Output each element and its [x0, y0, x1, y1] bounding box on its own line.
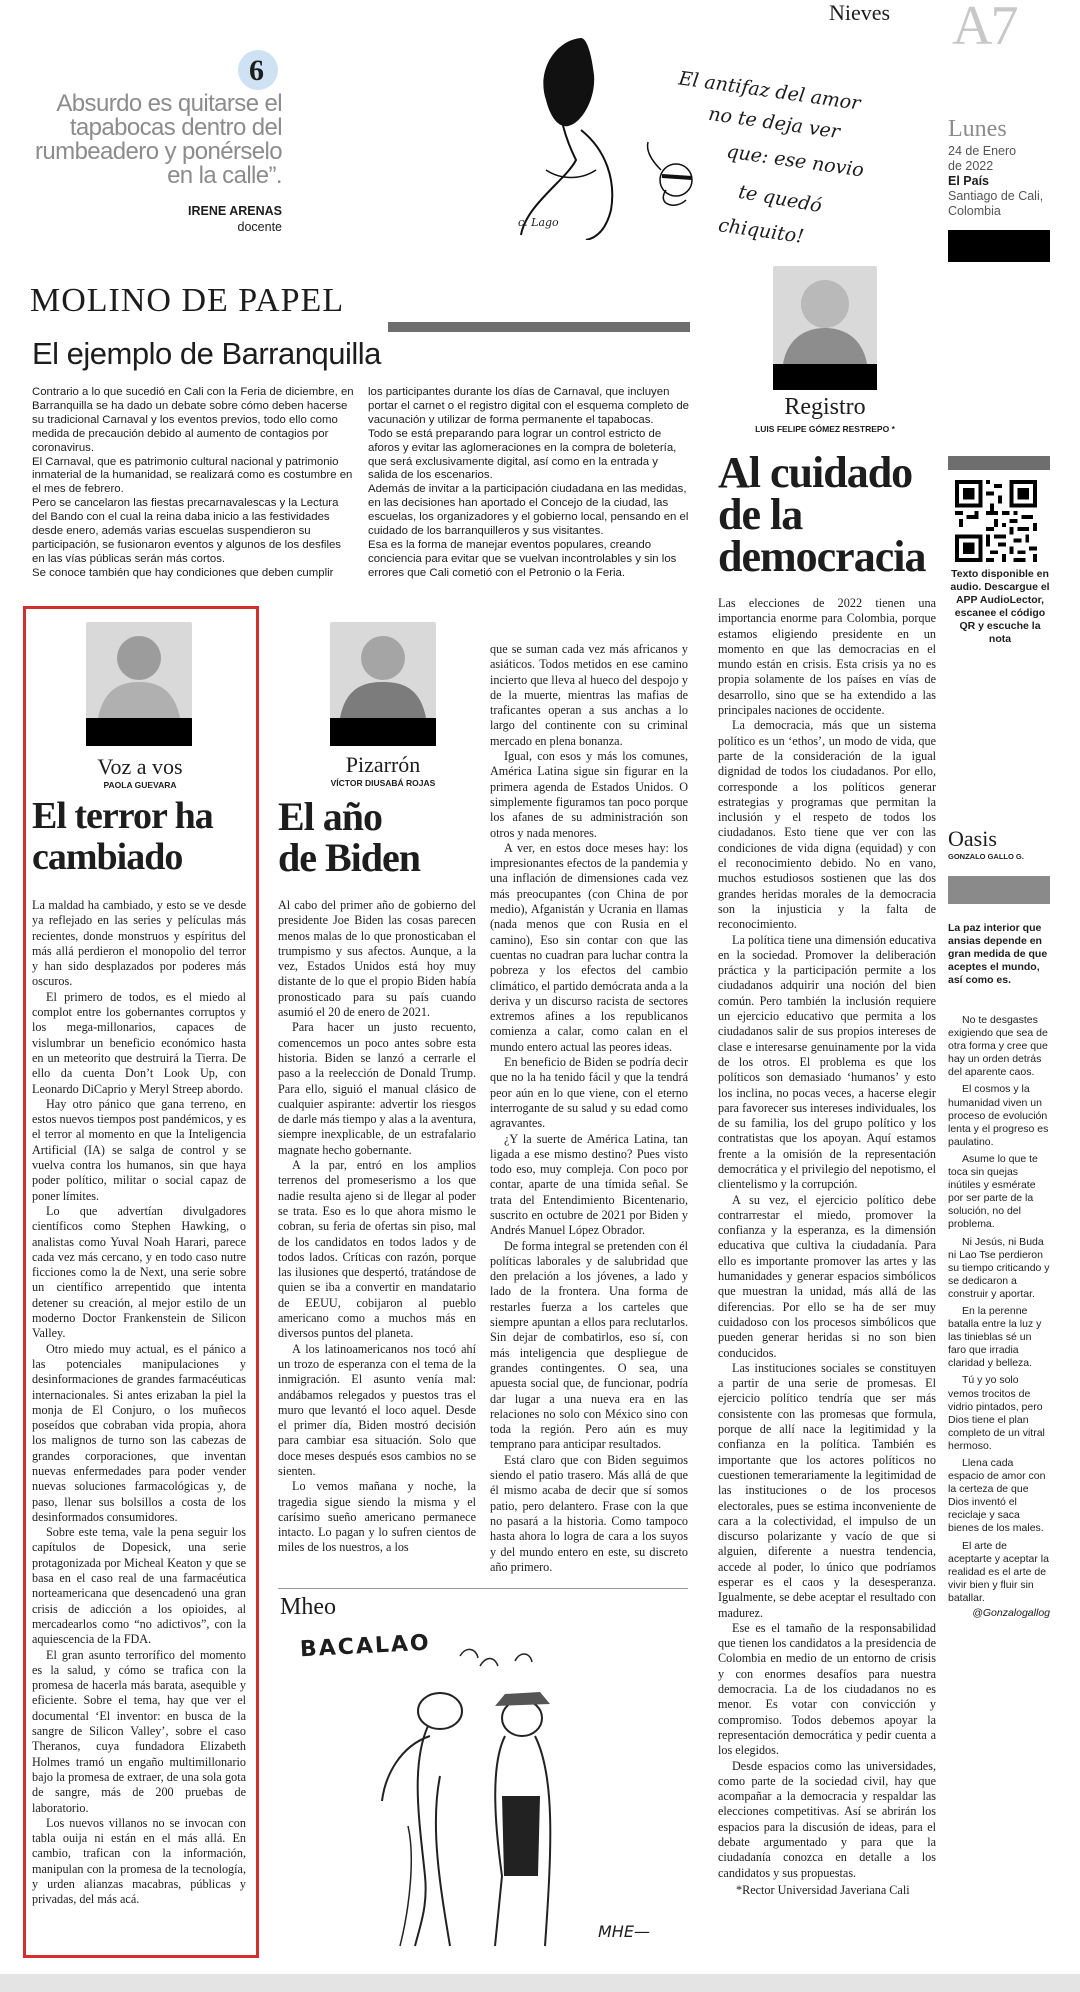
registro-photo-bar	[773, 364, 877, 390]
mheo-cartoon	[290, 1626, 690, 1956]
section-name: Nieves	[829, 0, 891, 25]
pizarron-col-1: Al cabo del primer año de gobierno del presidente Joe Biden las cosas parecen menos malas de lo que pronosticaban el trumpismo y sus afectos. Aunque, a la vez, Estados Unidos está hoy muy distante de lo que el propio Biden había pronosticado para su país cuando asumió el 20 de enero de 2021. Para hacer un justo recuento, comencemos un poco antes sobre esta historia. Biden se lanzó a cerrarle el paso a la reelección de Donald Trump. Para ello, siguió el manual clásico de cualquier aspirante: advertir los riesgos de darle más tiempo y alas a la aventura, siempre inexplicable, de un estrafalario magnate hecho gobernante. A la par, entró en los amplios terrenos del promeserismo a los que nadie resulta ajeno si de llegar al poder se trata. Eso es lo que ahora mismo le cobran, su feria de ofertas sin piso, mal de los candidatos en todos lados y de todos lados. Críticas con razón, porque las ilusiones que despertó, tratándose de quien se iba a convertir en mandatario de EEUU, cobijaron al pueblo americano como a muchos más en diversos puntos del planeta. A los latinoamericanos nos tocó ahí un trozo de esperanza con el tema de la inmigración. El asunto venía mal: andábamos relegados y puestos tras el muro que levantó el loco aquel. Desde el primer día, Biden mostró decisión para cambiar esa situación. Solo que doce meses después esos cambios no se sienten. Lo vemos mañana y noche, la tragedia sigue siendo la misma y el carísimo sueño americano permanece intacto. Lo pagan y lo sufren cientos de miles de los nuestros, a los	[278, 898, 476, 1555]
mheo-signature: MHE—	[598, 1922, 650, 1941]
oasis-column-name: Oasis	[948, 826, 997, 851]
oasis-handle: @Gonzalogallog	[972, 1607, 1050, 1620]
molino-headline: El ejemplo de Barranquilla	[32, 336, 381, 371]
quote-text: Absurdo es quitarse el tapabocas dentro del rumbeadero y ponérselo en la calle”.	[35, 90, 282, 189]
date-line-2: de 2022	[948, 159, 994, 173]
qr-caption: Texto disponible en audio. Descargue el APP AudioLector, escanee el código QR y escuche la nota	[950, 568, 1050, 645]
cartoon-text-3: que: ese novio	[725, 140, 866, 182]
mheo-column-name: Mheo	[280, 1594, 336, 1620]
molino-rule	[388, 322, 690, 332]
qr-top-bar	[948, 456, 1050, 470]
cartoon-text-5: chiquito!	[716, 214, 806, 248]
voz-photo-bar	[86, 718, 192, 746]
qr-code[interactable]	[955, 480, 1037, 562]
city: Santiago de Cali,	[948, 189, 1044, 203]
registro-headline: Al cuidado de la democracia	[718, 448, 926, 581]
pizarron-author: VÍCTOR DIUSABÁ ROJAS	[330, 778, 436, 788]
registro-author: LUIS FELIPE GÓMEZ RESTREPO *	[755, 424, 895, 434]
pizarron-col-2: que se suman cada vez más africanos y asiáticos. Todos metidos en ese camino incierto que lleva al hueco del despojo y de la muerte, mientras las mafias de traficantes operan a sus anchas a lo largo del continente con su criminal mercado en plena bonanza. Igual, con esos y más los comunes, América Latina sigue sin figurar en la primera agenda de Estados Unidos. O simplemente figuramos tan poco porque los afanes de su administración son otros y nada menores. A ver, en estos doce meses hay: los impresionantes efectos de la pandemia y una inflación de dimensiones cada vez más preocupantes (con China de por medio), Afganistán y Ucrania en llamas (nada menos que con Rusia en el camino), Eso sin contar con que las cuentas no cuadran para luchar contra la pobreza y los efectos del cambio climático, el partido demócrata anda a la deriva y un discurso racista de sectores extremos afines a los republicanos comienza a calar, como calan en el mundo entero actual las peores ideas. En beneficio de Biden se podría decir que no la ha tenido fácil y que la tendrá peor aún en lo que viene, con el eterno interrogante de su salud y su edad como agravantes. ¿Y la suerte de América Latina, tan ligada a ese mismo destino? Pues visto todo eso, muy compleja. Con poco por contar, aparte de una tímida señal. Se trata del Entendimiento Bicentenario, suscrito en octubre de 2021 por Biden y Andrés Manuel López Obrador. De forma integral se pretenden con él políticas laborales y de salubridad que den prelación a los jóvenes, a lado y lado de la frontera. Una forma de restarles fuerza a los carteles que siempre apuntan a ellos para reclutarlos. Sin dejar de combatirlos, eso sí, con más inteligencia que despliegue de grandes contingentes. O sea, una apuesta social que, de funcionar, podría dar lugar a una nueva era en las relaciones no solo con México sino con toda la región. Pero aún es muy temprano para anticipar resultados. Está claro que con Biden seguimos siendo el patio trasero. Más allá de que él mismo acaba de decir que sí somos patio, pero delantero. Frase con la que no pasará a la historia. Como tampoco hasta ahora lo logra de cara a los suyos y del mundo entero en este, su discreto año primero.	[490, 642, 688, 1574]
oasis-author: GONZALO GALLO G.	[948, 852, 1024, 861]
quote-author: IRENE ARENAS	[188, 204, 282, 218]
pizarron-headline: El año de Biden	[278, 794, 421, 880]
voz-author: PAOLA GUEVARA	[103, 780, 177, 790]
author-photo-guevara	[86, 622, 192, 718]
molino-section-title: MOLINO DE PAPEL	[30, 282, 345, 319]
country: Colombia	[948, 204, 1001, 218]
cartoon-text-2: no te deja ver	[707, 102, 842, 144]
weekday: Lunes	[948, 116, 1007, 142]
oasis-lead: La paz interior que ansias depende en gran medida de que aceptes el mundo, así como es.	[948, 922, 1048, 986]
voz-body: La maldad ha cambiado, y esto se ve desde ya reflejado en las series y películas más recientes, donde monstruos y espíritus del más allá perdieron el monopolio del terror y han sido desplazados por poderes más oscuros. El primero de todos, es el miedo al complot entre los gobernantes corruptos y los mega-millonarios, capaces de vislumbrar un beneficio económico hasta en un meteorito que destruirá la Tierra. De ello da cuenta Don’t Look Up, con Leonardo DiCaprio y Meryl Streep abordo. Hay otro pánico que gana terreno, en estos nuevos tiempos post pandémicos, y es el terror al momento en que la Inteligencia Artificial (IA) se salga de control y se vuelva contra los humanos, sin que haya poder político, militar o social capaz de poner límites. Lo que advertían divulgadores científicos como Stephen Hawking, o analistas como Yuval Noah Harari, parece cada vez más cercano, y en todo caso nutre ficciones como la de Next, una serie sobre un científico arrepentido que intenta detener su creación, al mejor estilo de un moderno Doctor Frankenstein de Silicon Valley. Otro miedo muy actual, es el pánico a las potenciales manipulaciones y desinformaciones de grandes farmacéuticas internacionales. Si antes erizaban la piel la monja de El Conjuro, o los muñecos poseídos que cobraban vida propia, ahora los malignos de turno son las cabezas de grandes corporaciones, que inventan nuevas enfermedades para poder vender nuevas soluciones farmacológicas y, de paso, llenar sus bolsillos a costa de los desinformados consumidores. Sobre este tema, vale la pena seguir los capítulos de Dopesick, una serie protagonizada por Micheal Keaton y que se basa en el caso real de una farmacéutica norteamericana que desencadenó una gran crisis de adicción a los opioides, al mercadearlos como “no adictivos”, con la aquiescencia de la FDA. El gran asunto terrorífico del momento es la salud, y cómo se trafica con la promesa de hacerla más barata, asequible y eficiente. Sobre el tema, hay que ver el documental ‘El inventor: en busca de la sangre de Silicon Valley’, sobre el caso Theranos, cuya fundadora Elizabeth Holmes tramó un engaño multimillonario bajo la promesa de extraer, de una sola gota de sangre, más de 200 pruebas de laboratorio. Los nuevos villanos no se invocan con tabla ouija ni están en el más allá. En cambio, trafican con la información, manipulan con la promesa de la tecnología, y urden alianzas macabras, públicas y privadas, del más acá.	[32, 898, 246, 1907]
molino-col-1: Contrario a lo que sucedió en Cali con la Feria de diciembre, en Barranquilla se ha dado un debate sobre cómo deben hacerse su tradicional Carnaval y los eventos previos, todo ello como medida de precaución debido al aumento de contagios por coronavirus. El Carnaval, que es patrimonio cultural nacional y patrimonio inmaterial de la humanidad, se realizará como es costumbre en el mes de febrero. Pero se cancelaron las fiestas precarnavalescas y la Lectura del Bando con el cual la reina daba inicio a las festividades desde enero, además varias escuelas suspendieron su participación, se fusionaron eventos y algunos de los desfiles en las vías públicas serán más cortos. Se conoce también que hay condiciones que deben cumplir	[32, 386, 354, 579]
voz-column-name: Voz a vos	[97, 754, 183, 779]
cartoon-signature: c. Lago	[518, 216, 559, 229]
mheo-cartoon-title: BACALAO	[299, 1630, 432, 1663]
cartoon-text-1: El antifaz del amor	[677, 67, 862, 115]
mheo-rule	[278, 1588, 688, 1589]
pizarron-photo-bar	[330, 718, 436, 746]
registro-footnote: *Rector Universidad Javeriana Cali	[736, 1882, 910, 1897]
author-photo-diusaba	[330, 622, 436, 718]
paper-name: El País	[948, 174, 989, 188]
molino-col-2: los participantes durante los días de Carnaval, que incluyen portar el carnet o el registro digital con el esquema completo de vacunación y utilizar de forma permanente el tapabocas. Todo se está preparando para lograr un control estricto de aforos y evitar las aglomeraciones en la compra de boletería, que será exclusivamente digital, así como en la entrada y salida de los escenarios. Además de invitar a la participación ciudadana en las medidas, en las decisiones han aportado el Concejo de la ciudad, las escuelas, los organizadores y el gobierno local, pensando en el cuidado de los barranquilleros y sus visitantes. Esa es la forma de manejar eventos populares, creando conciencia para evitar que se vuelvan incontrolables y sin los errores que Cali cometió con el Petronio o la Feria.	[368, 386, 690, 579]
registro-column-name: Registro	[784, 394, 866, 420]
registro-body: Las elecciones de 2022 tienen una importancia enorme para Colombia, porque estamos eligiendo presidente en un momento en que las democracias en el mundo están en crisis. Esta crisis ya no es propia solamente de los países en vías de desarrollo, sino que se ha extendido a las principales naciones de occidente. La democracia, más que un sistema político es un ‘ethos’, un modo de vida, que parte de la consideración de la igual dignidad de todos los ciudadanos. Por ello, corresponde a los políticos generar estrategias y programas que permitan la inclusión y el respeto de todos los ciudadanos. Esto tiene que ver con las condiciones de vida digna (equidad) y con el reconocimiento debido. No en vano, muchos estudiosos sostienen que las dos grandes heridas morales de la democracia son la injusticia y la falta de reconocimiento. La política tiene una dimensión educativa en la sociedad. Promover la deliberación práctica y la participación permite a los ciudadanos adquirir una noción del bien común. Pero también la inclusión requiere un ejercicio educativo que permita a los ciudadanos salir de sus propios intereses de clase e interesarse genuinamente por la vida de los otros. El problema es que los políticos son demasiado ‘humanos’ y esto los inclina, no pocas veces, a hacerse elegir para favorecer sus intereses individuales, los de su familia, los del grupo político y los contratistas que los apoyan. Aquí estamos frente a la omisión de la representación democrática y el privilegio del nepotismo, el clientelismo y la corrupción. A su vez, el ejercicio político debe contrarrestar el miedo, promover la confianza y la esperanza, es la dimensión educativa que cultiva la ciudadanía. Para ello es importante promover las artes y las humanidades y generar espacios simbólicos que muestran la unidad, más allá de las diferencias. Por ello se ha de ser muy cuidadoso con los procesos simbólicos que pueden generar heridas si no son bien conducidos. Las instituciones sociales se constituyen a partir de una serie de promesas. El ejercicio político tendría que ser más consistente con las promesas que formula, porque de allí nace la legitimidad y la confianza en la política. También es importante que los actores políticos no cuestionen temerariamente la legitimidad de las instituciones o de los procesos electorales, pues se estima inconveniente de cara a la colectividad, el impulso de un discurso polarizante y vacío de que si alguien, diferente a nuestra tendencia, accede al poder, lo único que podríamos esperar es el caos y la desesperanza. Igualmente, se debe aceptar el resultado con madurez. Ese es el tamaño de la responsabilidad que tienen los candidatos a la presidencia de Colombia en medio de un entorno de crisis y con enormes desafíos para nuestra democracia. La de los ciudadanos no es menor. Es votar con convicción y compromiso. Todos debemos apoyar la representación democrática y pedir cuenta a los elegidos. Desde espacios como las universidades, como parte de la sociedad civil, hay que acompañar a la democracia y respaldar las elecciones competitivas. Así se abrirán los espacios para la discusión de ideas, para el debate argumentado y para que la ciudadanía conozca en detalle a los candidatos y sus propuestas. *Rector Universidad Javeriana Cali	[718, 596, 936, 1897]
quote-icon: 6	[238, 50, 278, 90]
cartoon-text-4: te quedó	[736, 180, 824, 218]
quote-role: docente	[237, 220, 282, 234]
oasis-bar	[948, 876, 1050, 904]
author-photo-gomez	[773, 266, 877, 364]
date-line-1: 24 de Enero	[948, 144, 1017, 158]
bottom-strip	[0, 1974, 1080, 1992]
oasis-body: No te desgastes exigiendo que sea de otra forma y cree que hay un orden detrás del aparente caos. El cosmos y la humanidad viven un proceso de evolución lenta y el progreso es paulatino. Asume lo que te toca sin quejas inútiles y esmérate por ser parte de la solución, no del problema. Ni Jesús, ni Buda ni Lao Tse perdieron su tiempo criticando y se dedicaron a construir y aportar. En la perenne batalla entre la luz y las tinieblas sé un faro que irradia claridad y belleza. Tú y yo solo vemos trocitos de vidrio pintados, pero Dios tiene el plan completo de un vitral hermoso. Llena cada espacio de amor con la certeza de que Dios inventó el reciclaje y saca bienes de los males. El arte de aceptarte y aceptar la realidad es el arte de vivir bien y fluir sin batallar. @Gonzalogallog	[948, 1014, 1050, 1620]
editorial-cartoon	[486, 30, 866, 248]
page-number: A7	[952, 0, 1017, 57]
date-bar	[948, 230, 1050, 262]
voz-headline: El terror ha cambiado	[32, 795, 213, 878]
pizarron-column-name: Pizarrón	[345, 752, 421, 777]
